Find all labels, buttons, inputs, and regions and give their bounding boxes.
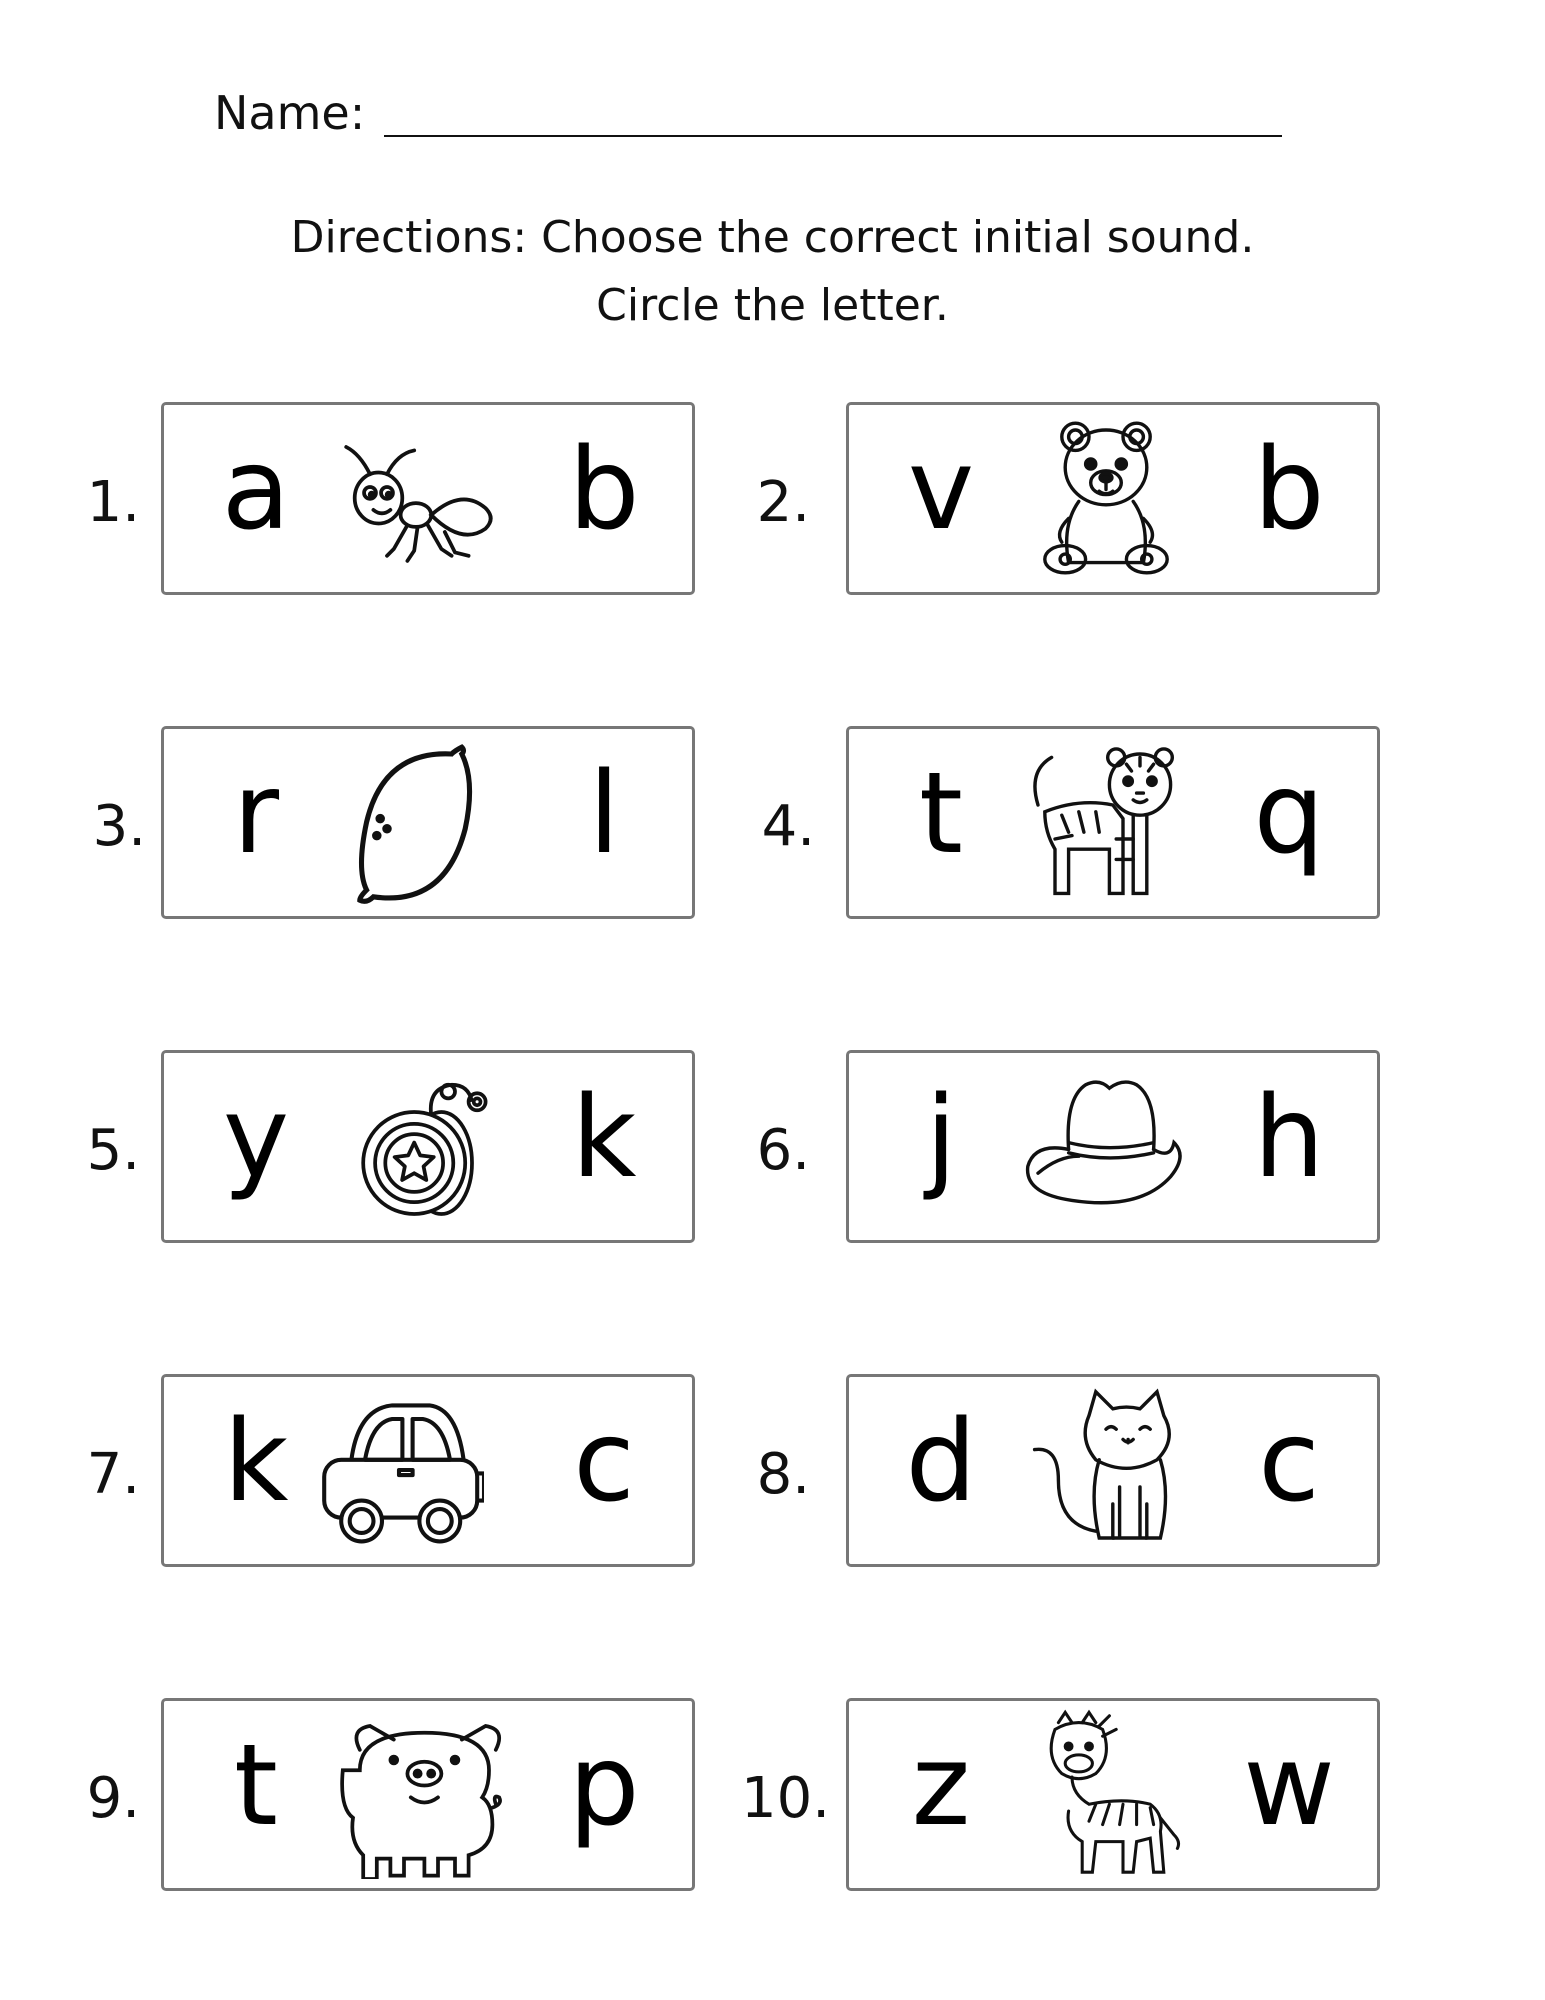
choice-letter-right[interactable]: c bbox=[573, 1396, 635, 1527]
directions-line-1: Directions: Choose the correct initial sound. bbox=[290, 212, 1255, 263]
yoyo-icon bbox=[336, 1061, 506, 1231]
choice-letter-right[interactable]: h bbox=[1253, 1072, 1325, 1203]
choice-letter-right[interactable]: b bbox=[1253, 424, 1325, 555]
choice-letter-left[interactable]: k bbox=[223, 1396, 289, 1527]
bear-icon bbox=[1021, 413, 1191, 583]
item-number: 2. bbox=[756, 470, 810, 535]
choice-letter-left[interactable]: v bbox=[907, 424, 975, 555]
choice-letter-right[interactable]: p bbox=[568, 1720, 640, 1851]
car-icon bbox=[314, 1385, 484, 1555]
choice-letter-right[interactable]: w bbox=[1243, 1720, 1335, 1851]
choice-letter-left[interactable]: z bbox=[911, 1720, 971, 1851]
answer-box bbox=[846, 1374, 1380, 1567]
item-number: 9. bbox=[86, 1766, 140, 1831]
name-line[interactable] bbox=[384, 135, 1282, 137]
answer-box bbox=[846, 1050, 1380, 1243]
choice-letter-left[interactable]: y bbox=[222, 1072, 290, 1203]
zebra-icon bbox=[1021, 1709, 1191, 1879]
choice-letter-right[interactable]: l bbox=[588, 748, 620, 879]
ant-icon bbox=[336, 413, 506, 583]
tiger-icon bbox=[1021, 737, 1191, 907]
answer-box bbox=[161, 1698, 695, 1891]
answer-box bbox=[161, 1374, 695, 1567]
choice-letter-left[interactable]: r bbox=[232, 748, 280, 879]
item-number: 5. bbox=[86, 1118, 140, 1183]
choice-letter-left[interactable]: d bbox=[905, 1396, 977, 1527]
choice-letter-left[interactable]: t bbox=[234, 1720, 278, 1851]
choice-letter-left[interactable]: t bbox=[919, 748, 963, 879]
hat-icon bbox=[1021, 1061, 1191, 1231]
choice-letter-right[interactable]: c bbox=[1258, 1396, 1320, 1527]
item-number: 8. bbox=[756, 1442, 810, 1507]
choice-letter-right[interactable]: b bbox=[568, 424, 640, 555]
answer-box bbox=[161, 1050, 695, 1243]
item-number: 4. bbox=[761, 794, 815, 859]
item-number: 6. bbox=[756, 1118, 810, 1183]
pig-icon bbox=[336, 1709, 506, 1879]
item-number: 1. bbox=[86, 470, 140, 535]
answer-box bbox=[846, 726, 1380, 919]
answer-box bbox=[846, 402, 1380, 595]
choice-letter-right[interactable]: q bbox=[1253, 748, 1325, 879]
answer-box bbox=[161, 402, 695, 595]
choice-letter-right[interactable]: k bbox=[571, 1072, 637, 1203]
answer-box bbox=[846, 1698, 1380, 1891]
item-number: 3. bbox=[92, 794, 146, 859]
lemon-icon bbox=[336, 737, 506, 907]
item-number: 7. bbox=[86, 1442, 140, 1507]
item-number: 10. bbox=[740, 1766, 830, 1831]
choice-letter-left[interactable]: a bbox=[221, 424, 291, 555]
directions-line-2: Circle the letter. bbox=[596, 280, 949, 331]
name-label: Name: bbox=[214, 86, 366, 140]
answer-box bbox=[161, 726, 695, 919]
cat-icon bbox=[1021, 1385, 1191, 1555]
choice-letter-left[interactable]: j bbox=[925, 1072, 957, 1203]
